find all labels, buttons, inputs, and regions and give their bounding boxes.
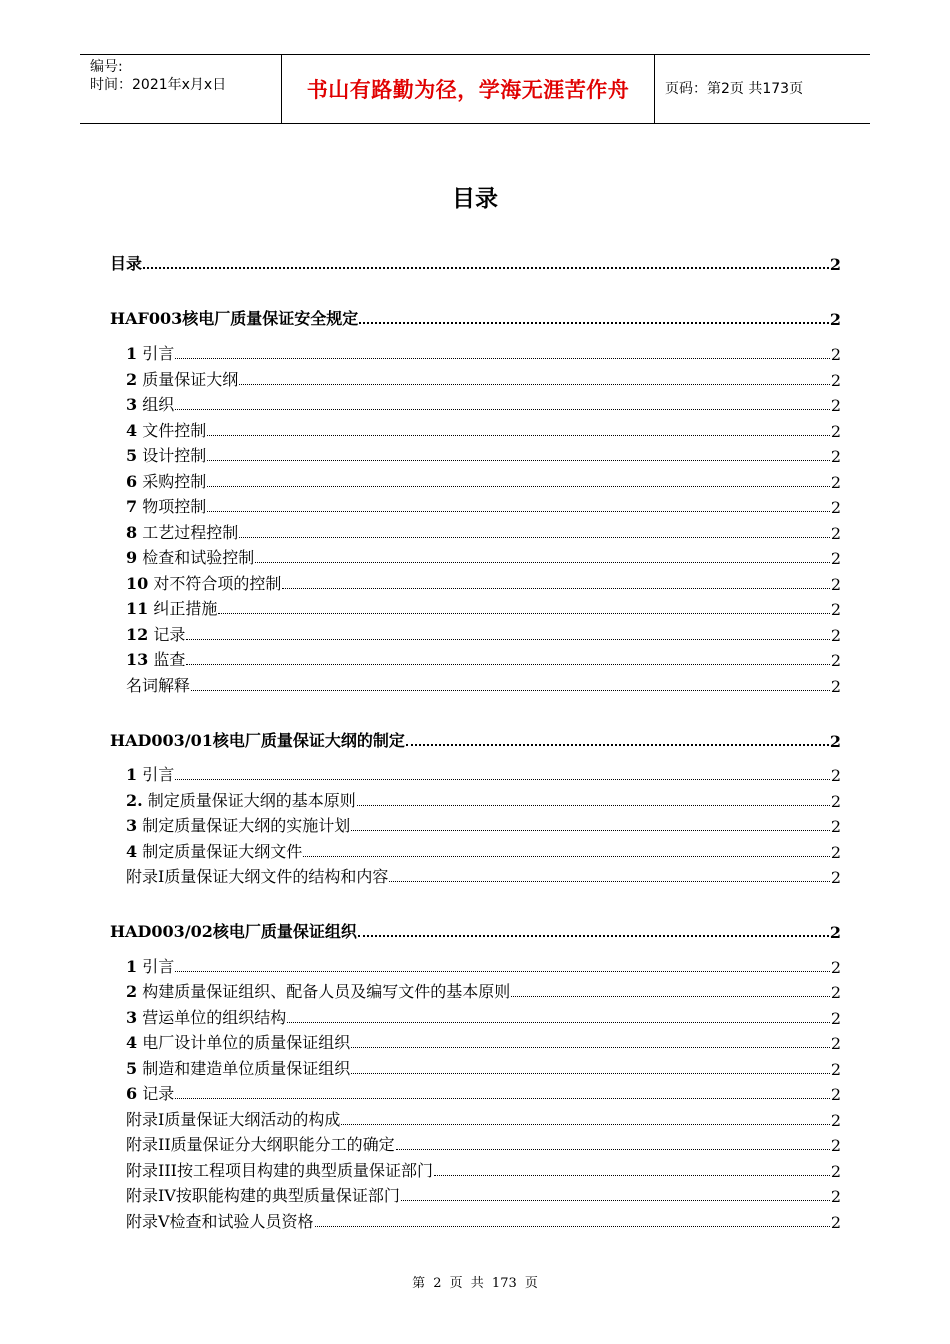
- toc-page-number: 2: [829, 923, 841, 942]
- toc-entry-text: 构建质量保证组织、配备人员及编写文件的基本原则: [142, 982, 511, 1001]
- toc-entry[interactable]: [126, 340, 841, 364]
- toc-page-number: 2: [830, 843, 841, 862]
- toc-page-number: 2: [830, 498, 841, 517]
- toc-entry[interactable]: [126, 1004, 841, 1028]
- toc-leader-dots: [207, 511, 830, 512]
- toc-entry-text: 记录: [142, 1084, 175, 1103]
- toc-entry[interactable]: [126, 672, 841, 696]
- toc-entry-label: [126, 1183, 400, 1206]
- toc-leader-dots: [359, 322, 829, 324]
- toc-leader-dots: [396, 1149, 830, 1150]
- toc-entry-label: [110, 306, 358, 329]
- toc-entry-text: 引言: [142, 957, 175, 976]
- toc-entry-text: 附录I质量保证大纲活动的构成: [126, 1110, 341, 1129]
- header-page-cell: [655, 55, 870, 123]
- toc-entry-label: [126, 788, 356, 811]
- toc-page-number: 2: [830, 345, 841, 364]
- toc-entry[interactable]: [126, 1182, 841, 1206]
- toc-entry[interactable]: [126, 787, 841, 811]
- toc-page-number: 2: [829, 255, 841, 274]
- toc-entry[interactable]: [126, 646, 841, 670]
- toc-entry-text: 营运单位的组织结构: [142, 1008, 287, 1027]
- toc-entry-text: 名词解释: [126, 676, 191, 695]
- header-motto-cell: [282, 55, 655, 123]
- toc-page-number: 2: [830, 422, 841, 441]
- toc-leader-dots: [175, 779, 830, 780]
- toc-page-number: 2: [830, 371, 841, 390]
- toc-page-number: 2: [830, 817, 841, 836]
- toc-entry-number: 1: [126, 765, 138, 784]
- toc-entry-label: [126, 954, 174, 977]
- toc-page-number: 2: [830, 1060, 841, 1079]
- toc-leader-dots: [389, 881, 829, 882]
- toc-page-number: 2: [830, 958, 841, 977]
- toc-entry-text: 制造和建造单位质量保证组织: [142, 1059, 351, 1078]
- toc-entry-label: [126, 622, 185, 645]
- toc-entry-label: [126, 571, 281, 594]
- toc-entry-text: 文件控制: [142, 421, 207, 440]
- toc-entry-text: 对不符合项的控制: [153, 574, 282, 593]
- toc-entry[interactable]: [126, 1080, 841, 1104]
- toc-leader-dots: [282, 588, 829, 589]
- toc-entry-number: 6: [126, 1084, 138, 1103]
- toc-entry-number: 4: [126, 842, 138, 861]
- toc-entry-number: 3: [126, 395, 138, 414]
- toc-entry[interactable]: [126, 1131, 841, 1155]
- toc-entry-number: 13: [126, 650, 149, 669]
- toc-entry[interactable]: [126, 391, 841, 415]
- toc-page-number: 2: [830, 549, 841, 568]
- toc-entry-text: 监查: [153, 650, 186, 669]
- toc-leader-dots: [175, 409, 830, 410]
- toc-entry[interactable]: [126, 838, 841, 862]
- toc-leader-dots: [239, 384, 830, 385]
- toc-entry-number: 8: [126, 523, 138, 542]
- toc-entry-text: 物项控制: [142, 497, 207, 516]
- toc-entry-label: [126, 392, 174, 415]
- toc-entry-text: 附录V检查和试验人员资格: [126, 1212, 314, 1231]
- toc-entry-label: [126, 1209, 314, 1232]
- header-info-cell: [80, 55, 282, 123]
- toc-leader-dots: [218, 613, 829, 614]
- serial-number-label: 编号:: [90, 59, 123, 75]
- toc-entry-text: 组织: [142, 395, 175, 414]
- toc-leader-dots: [434, 1175, 830, 1176]
- toc-entry[interactable]: [126, 570, 841, 594]
- toc-leader-dots: [175, 971, 830, 972]
- toc-page-number: 2: [829, 310, 841, 329]
- toc-entry[interactable]: [126, 761, 841, 785]
- toc-entry-number: 7: [126, 497, 138, 516]
- toc-entry-label: [126, 596, 217, 619]
- toc-page-number: 2: [830, 575, 841, 594]
- toc-entry-label: [126, 1005, 286, 1028]
- toc-entry[interactable]: [126, 953, 841, 977]
- toc-entry-label: [126, 443, 206, 466]
- toc-entry-number: 5: [126, 446, 138, 465]
- toc-entry-number: 2.: [126, 791, 143, 810]
- toc-page-number: 2: [830, 766, 841, 785]
- header-page-info: 页码：第2页 共173页: [665, 80, 804, 97]
- toc-entry-label: [110, 919, 357, 942]
- toc-leader-dots: [186, 664, 829, 665]
- page-title: 目录: [452, 186, 498, 212]
- toc-entry-text: 电厂设计单位的质量保证组织: [142, 1033, 351, 1052]
- toc-entry-text: 制定质量保证大纲的实施计划: [142, 816, 351, 835]
- toc-leader-dots: [357, 805, 830, 806]
- toc-entry[interactable]: [126, 1106, 841, 1130]
- toc-entry-number: 2: [126, 370, 138, 389]
- toc-entry-label: [126, 341, 174, 364]
- toc-entry-number: 2: [126, 982, 138, 1001]
- toc-entry-text: 设计控制: [142, 446, 207, 465]
- toc-page-number: 2: [829, 732, 841, 751]
- toc-page-number: 2: [830, 626, 841, 645]
- toc-leader-dots: [406, 744, 829, 746]
- toc-entry-number: 11: [126, 599, 149, 618]
- toc-leader-dots: [511, 996, 830, 997]
- toc-entry-number: 4: [126, 421, 138, 440]
- toc-entry-label: [126, 673, 190, 696]
- toc-leader-dots: [191, 690, 830, 691]
- toc-entry[interactable]: [126, 468, 841, 492]
- toc-entry-text: 引言: [142, 344, 175, 363]
- toc-page-number: 2: [830, 524, 841, 543]
- toc-entry-label: [110, 251, 142, 274]
- page-footer: 第 2 页 共 173 页: [412, 1276, 538, 1291]
- toc-entry-number: 4: [126, 1033, 138, 1052]
- toc-page-number: 2: [830, 600, 841, 619]
- toc-entry-text: 制定质量保证大纲的基本原则: [147, 791, 356, 810]
- toc-entry-number: 3: [126, 1008, 138, 1027]
- toc-section-entry[interactable]: [110, 305, 841, 329]
- toc-page-number: 2: [830, 1111, 841, 1130]
- toc-entry-label: [126, 762, 174, 785]
- toc-leader-dots: [287, 1022, 830, 1023]
- toc-entry-label: [126, 520, 238, 543]
- toc-page-number: 2: [830, 1187, 841, 1206]
- toc-entry[interactable]: [126, 863, 841, 887]
- toc-entry-number: 1: [126, 957, 138, 976]
- toc-page-number: 2: [830, 473, 841, 492]
- toc-page-number: 2: [830, 868, 841, 887]
- toc-entry-label: [126, 864, 388, 887]
- toc-leader-dots: [351, 1047, 830, 1048]
- toc-page-number: 2: [830, 1034, 841, 1053]
- toc-page-number: 2: [830, 1009, 841, 1028]
- toc-entry-text: 制定质量保证大纲文件: [142, 842, 303, 861]
- toc-entry-label: [126, 813, 350, 836]
- toc-leader-dots: [303, 856, 830, 857]
- toc-entry-label: [110, 728, 405, 751]
- toc-entry[interactable]: [126, 1029, 841, 1053]
- toc-entry-label: [126, 1107, 340, 1130]
- toc-leader-dots: [239, 537, 830, 538]
- toc-entry-label: [126, 1132, 395, 1155]
- toc-entry[interactable]: [126, 417, 841, 441]
- toc-section-entry[interactable]: [110, 250, 841, 274]
- toc-leader-dots: [315, 1226, 830, 1227]
- toc-entry-text: 附录I质量保证大纲文件的结构和内容: [126, 867, 389, 886]
- toc-leader-dots: [207, 460, 830, 461]
- toc-leader-dots: [401, 1200, 830, 1201]
- toc-entry-text: 引言: [142, 765, 175, 784]
- toc-entry-label: [126, 367, 238, 390]
- toc-entry[interactable]: [126, 1208, 841, 1232]
- toc-entry[interactable]: [126, 812, 841, 836]
- toc-entry-text: 工艺过程控制: [142, 523, 239, 542]
- toc-entry-text: 质量保证大纲: [142, 370, 239, 389]
- toc-leader-dots: [358, 935, 829, 937]
- toc-entry-text: 附录IV按职能构建的典型质量保证部门: [126, 1186, 400, 1205]
- toc-leader-dots: [175, 358, 830, 359]
- toc-entry-text: 纠正措施: [153, 599, 218, 618]
- toc-entry-text: 目录: [110, 254, 143, 273]
- toc-page-number: 2: [830, 983, 841, 1002]
- toc-entry-number: 5: [126, 1059, 138, 1078]
- toc-entry-label: [126, 469, 206, 492]
- toc-entry-label: [126, 1158, 433, 1181]
- toc-entry-text: 记录: [153, 625, 186, 644]
- toc-leader-dots: [207, 486, 830, 487]
- toc-leader-dots: [175, 1098, 830, 1099]
- time-label: 时间：2021年x月x日: [90, 77, 227, 93]
- toc-entry[interactable]: [126, 519, 841, 543]
- toc-entry-text: HAD003/02核电厂质量保证组织: [110, 922, 357, 941]
- toc-entry-number: 12: [126, 625, 149, 644]
- toc-entry-text: HAF003核电厂质量保证安全规定: [110, 309, 359, 328]
- toc-entry-label: [126, 647, 185, 670]
- toc-entry[interactable]: [126, 544, 841, 568]
- toc-section-entry[interactable]: [110, 727, 841, 751]
- toc-entry[interactable]: [126, 366, 841, 390]
- toc-entry-number: 1: [126, 344, 138, 363]
- toc-page-number: 2: [830, 1213, 841, 1232]
- toc-entry-label: [126, 1081, 174, 1104]
- toc-entry-text: HAD003/01核电厂质量保证大纲的制定: [110, 731, 405, 750]
- toc-leader-dots: [255, 562, 830, 563]
- toc-entry-label: [126, 1030, 350, 1053]
- toc-entry[interactable]: [126, 595, 841, 619]
- toc-entry[interactable]: [126, 978, 841, 1002]
- toc-entry-text: 检查和试验控制: [142, 548, 255, 567]
- toc-page-number: 2: [830, 1085, 841, 1104]
- toc-entry-number: 6: [126, 472, 138, 491]
- toc-leader-dots: [186, 639, 829, 640]
- toc-entry-text: 附录III按工程项目构建的典型质量保证部门: [126, 1161, 433, 1180]
- toc-entry-label: [126, 545, 254, 568]
- toc-entry[interactable]: [126, 493, 841, 517]
- toc-section-entry[interactable]: [110, 918, 841, 942]
- toc-entry-number: 9: [126, 548, 138, 567]
- page-header: [80, 54, 870, 124]
- toc-entry-label: [126, 1056, 350, 1079]
- toc-page-number: 2: [830, 1162, 841, 1181]
- toc-entry[interactable]: [126, 1055, 841, 1079]
- toc-entry-label: [126, 494, 206, 517]
- toc-page-number: 2: [830, 447, 841, 466]
- toc-entry[interactable]: [126, 442, 841, 466]
- toc-entry[interactable]: [126, 1157, 841, 1181]
- toc-page-number: 2: [830, 1136, 841, 1155]
- toc-entry-text: 采购控制: [142, 472, 207, 491]
- toc-entry-number: 3: [126, 816, 138, 835]
- toc-entry-text: 附录II质量保证分大纲职能分工的确定: [126, 1135, 395, 1154]
- toc-entry-label: [126, 839, 302, 862]
- toc-page-number: 2: [830, 396, 841, 415]
- toc-leader-dots: [207, 435, 830, 436]
- toc-leader-dots: [351, 1073, 830, 1074]
- toc-entry-label: [126, 418, 206, 441]
- toc-leader-dots: [351, 830, 830, 831]
- toc-page-number: 2: [830, 792, 841, 811]
- toc-leader-dots: [143, 267, 829, 269]
- toc-leader-dots: [341, 1124, 829, 1125]
- toc-entry-number: 10: [126, 574, 149, 593]
- toc-page-number: 2: [830, 677, 841, 696]
- toc-entry[interactable]: [126, 621, 841, 645]
- header-motto: 书山有路勤为径，学海无涯苦作舟: [306, 78, 630, 102]
- toc-entry-label: [126, 979, 510, 1002]
- toc-page-number: 2: [830, 651, 841, 670]
